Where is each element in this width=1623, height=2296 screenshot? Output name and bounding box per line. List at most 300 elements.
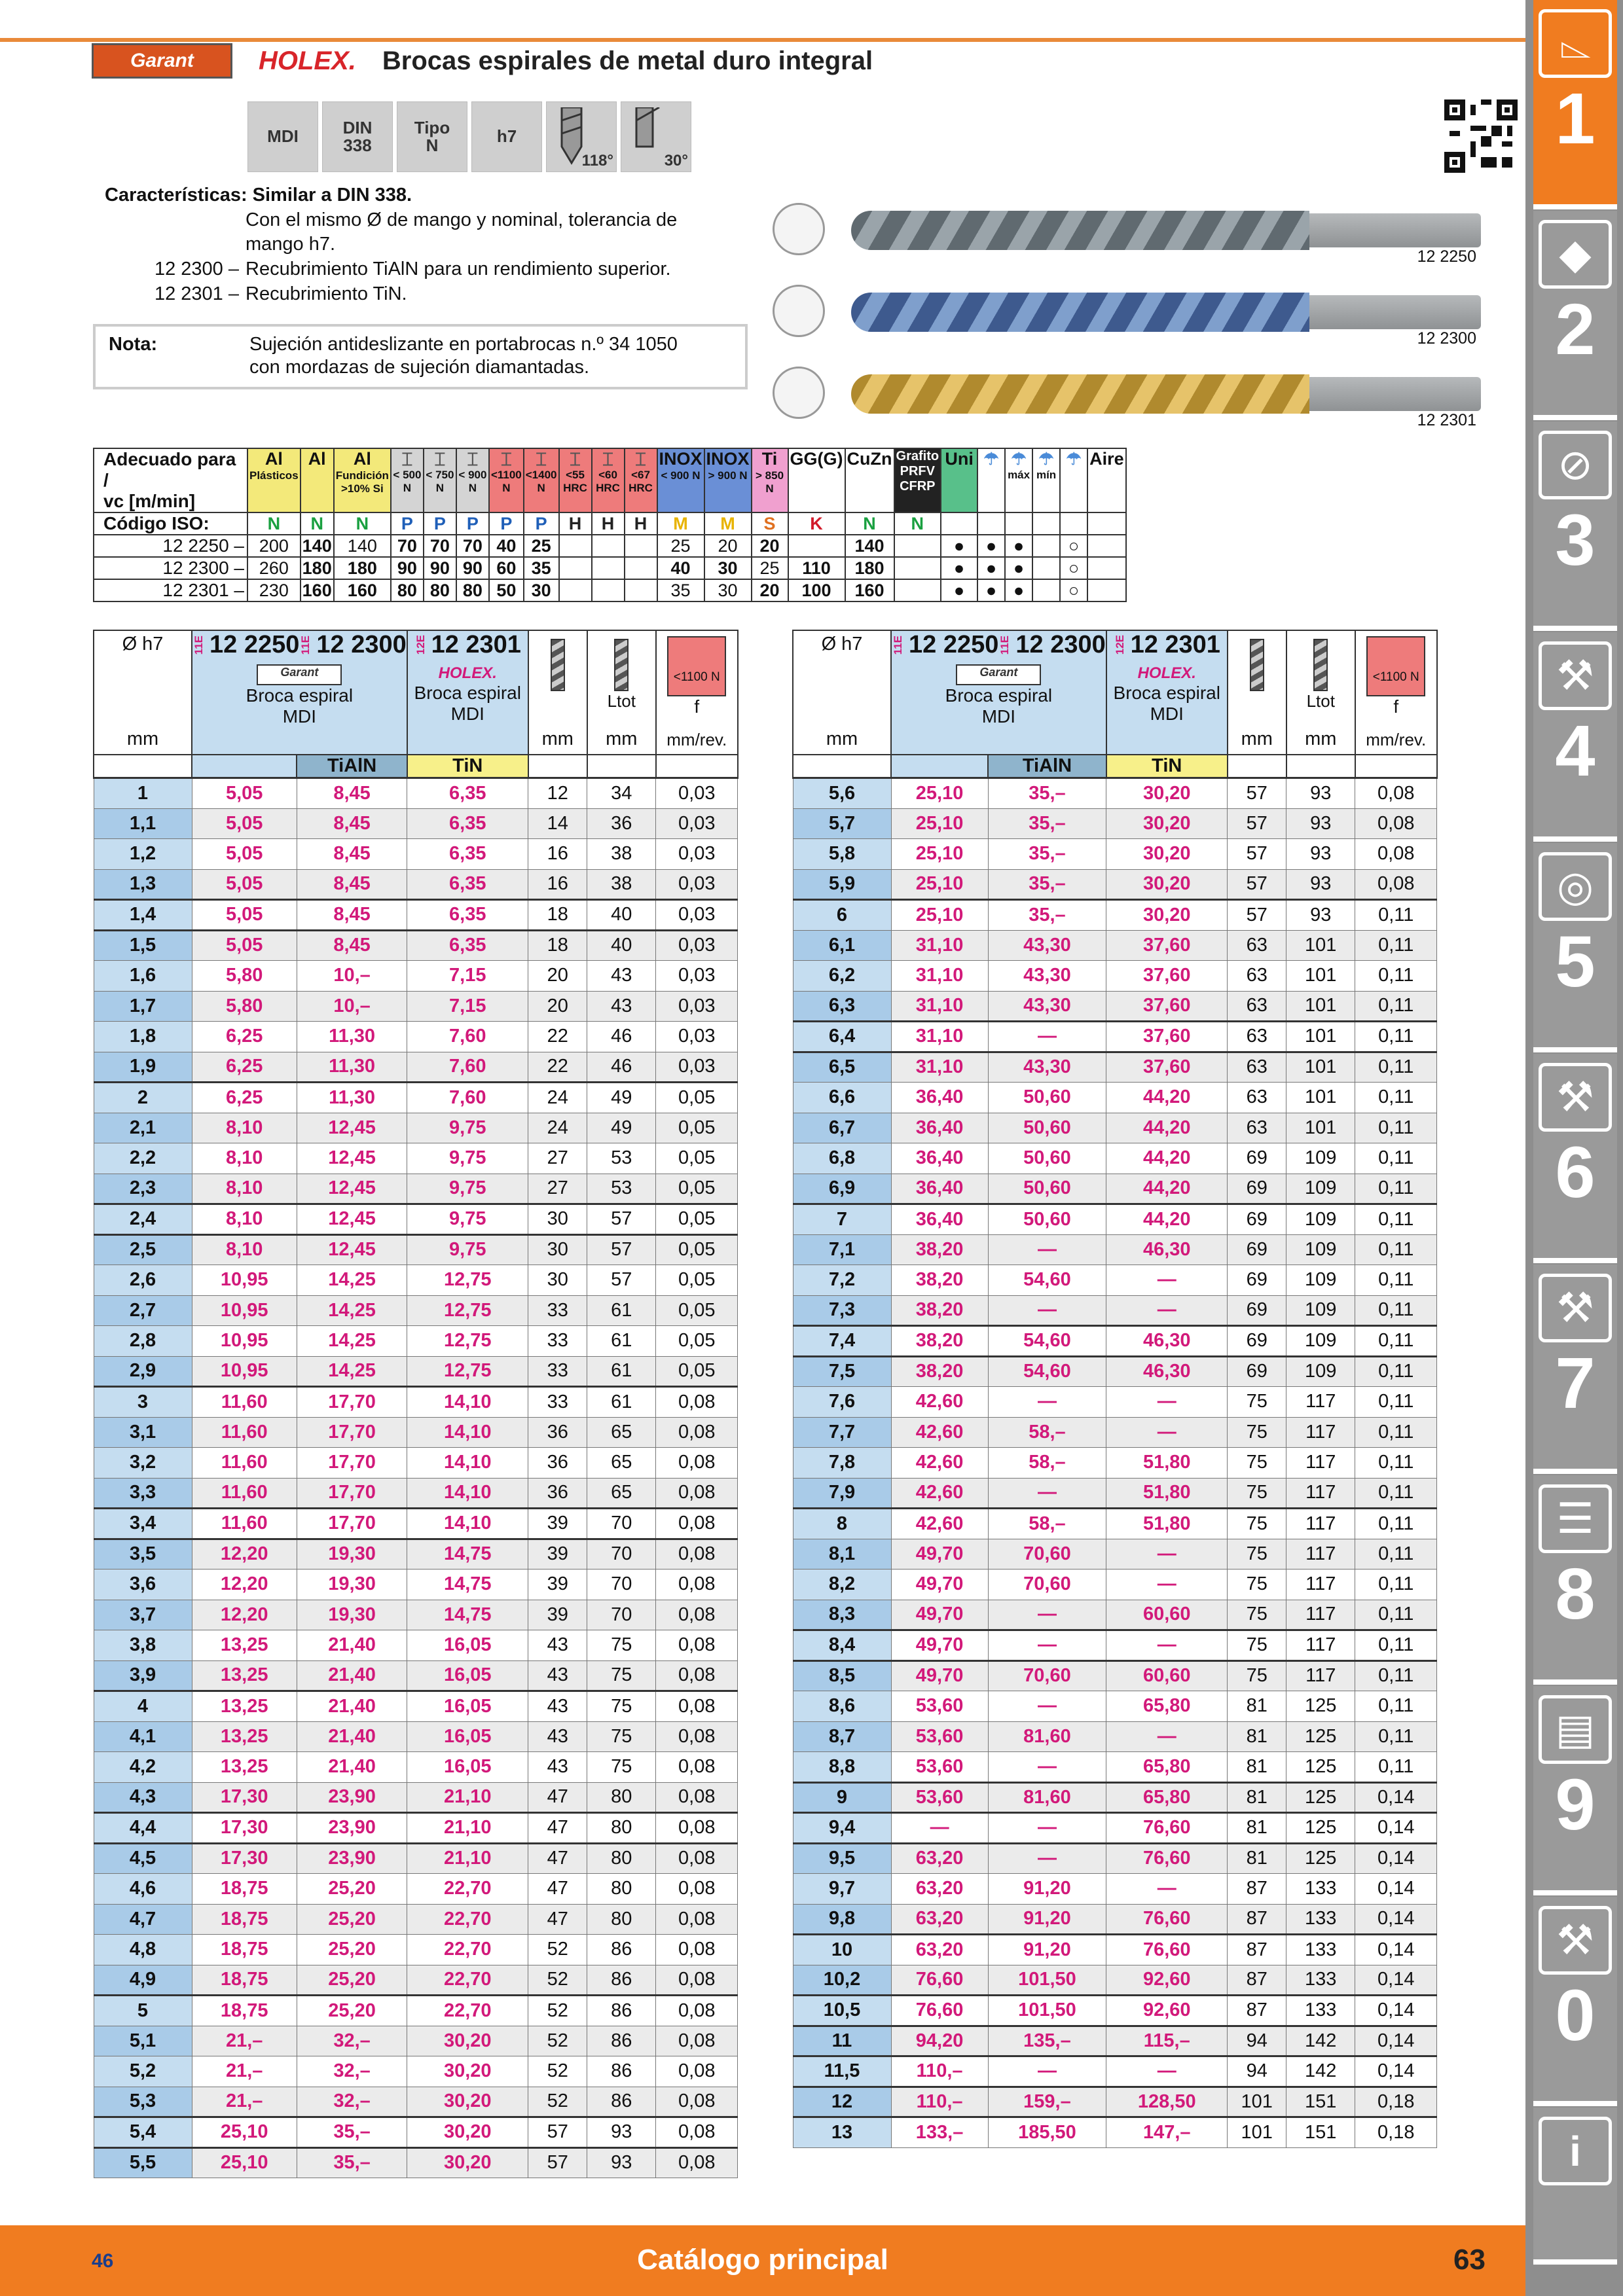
table-row [793,1326,1437,1357]
price-tialn-cell: 159,– [988,2087,1106,2117]
price-garant-cell: 17,30 [192,1813,297,1844]
coolant-icon: ☂ [1066,449,1082,469]
cutting-speed-value: 140 [334,535,391,557]
cutting-speed-value [1087,557,1126,579]
price-garant-cell: 36,40 [891,1204,988,1235]
price-garant-cell: 13,25 [192,1691,297,1722]
total-length-cell: 151 [1286,2087,1355,2117]
diameter-header [793,630,891,755]
price-tialn-cell: 43,30 [988,1052,1106,1083]
feed-rate-cell: 0,03 [656,1052,738,1083]
diameter-cell: 3 [94,1387,192,1418]
price-tialn-cell: 70,60 [988,1660,1106,1691]
total-length-cell: 125 [1286,1752,1355,1783]
diameter-cell: 9,7 [793,1874,891,1905]
header-spacer [94,755,192,778]
material-name: Al [308,449,326,469]
header-spacer [528,755,587,778]
diameter-cell: 3,9 [94,1660,192,1691]
article-codes [192,631,407,659]
feed-rate-cell: 0,11 [1355,1600,1437,1630]
flute-length-cell: 57 [1228,778,1286,809]
price-tialn-cell: 25,20 [297,1965,407,1996]
flute-length-cell: 39 [528,1539,587,1570]
table-row [94,1083,738,1113]
price-garant-cell: 12,20 [192,1600,297,1630]
size-tag: 11E [998,635,1012,655]
flute-length-cell: 12 [528,778,587,809]
price-tialn-cell: 23,90 [297,1843,407,1874]
flute-length-cell: 63 [1228,961,1286,992]
chapter-tab-i[interactable] [1533,2108,1617,2265]
product-type: MDI [981,706,1016,726]
feed-rate-cell: 0,05 [656,1356,738,1387]
price-tialn-cell: 11,30 [297,1052,407,1083]
suitability-label-line: vc [m/min] [103,491,196,511]
table-row [793,1417,1437,1448]
diameter-cell: 5,5 [94,2147,192,2178]
feed-rate-cell: 0,18 [1355,2087,1437,2117]
price-tialn-cell: 10,– [297,961,407,992]
cutting-speed-value: 80 [391,579,424,601]
total-length-cell: 65 [587,1448,656,1479]
chapter-icon: ☰ [1539,1484,1612,1553]
article-number: 12 2250 [909,631,999,658]
header-spacer [891,755,988,778]
total-length-cell: 80 [587,1782,656,1813]
price-tialn-cell: 32,– [297,2026,407,2056]
chapter-tab-0[interactable] [1533,1897,1617,2106]
feed-rate-cell: 0,11 [1355,1083,1437,1113]
price-tialn-cell: — [988,1295,1106,1326]
unit-label: mm [606,728,638,749]
diameter-cell: 3,5 [94,1539,192,1570]
table-row [793,1570,1437,1600]
price-tin-cell: 22,70 [407,1996,528,2026]
iso-code: N [894,512,941,535]
table-row [94,1234,738,1265]
table-row [94,1904,738,1935]
chapter-number: 5 [1555,922,1596,1002]
diameter-cell: 2,5 [94,1234,192,1265]
unit-label: mm/rev. [666,730,727,749]
price-tin-cell: 22,70 [407,1965,528,1996]
flute-length-cell: 30 [528,1204,587,1235]
feed-rate-cell: 0,03 [656,930,738,961]
iso-code [1005,512,1032,535]
total-length-cell: 125 [1286,1843,1355,1874]
feed-rate-cell: 0,11 [1355,991,1437,1022]
table-row [793,1843,1437,1874]
diameter-label: Ø h7 [122,634,164,655]
price-tialn-cell: 14,25 [297,1265,407,1296]
total-length-cell: 101 [1286,1052,1355,1083]
total-length-cell: 43 [587,961,656,992]
table-row [793,1234,1437,1265]
price-tialn-cell: — [988,1600,1106,1630]
total-length-cell: 125 [1286,1721,1355,1752]
total-length-cell: 34 [587,778,656,809]
diameter-cell: 4 [94,1691,192,1722]
qr-code-icon[interactable] [1444,99,1518,173]
flute-length-cell: 33 [528,1356,587,1387]
price-garant-cell: 8,10 [192,1113,297,1143]
steel-beam-icon: ⌶ [635,449,646,469]
table-row [94,1204,738,1235]
feed-rate-cell: 0,03 [656,839,738,870]
material-name: Al [264,449,283,469]
price-tin-cell: 44,20 [1106,1143,1228,1174]
price-tialn-cell: — [988,1691,1106,1722]
cutting-speed-value: 60 [489,557,524,579]
cutting-speed-value: 230 [247,579,301,601]
price-tin-cell: 128,50 [1106,2087,1228,2117]
price-tin-cell: 7,60 [407,1083,528,1113]
cutting-speed-value: 80 [456,579,489,601]
feed-rate-cell: 0,05 [656,1326,738,1357]
price-tialn-cell: 101,50 [988,1965,1106,1996]
iso-code [1087,512,1126,535]
diameter-cell: 3,3 [94,1478,192,1509]
strength-badge: <1100 N [1366,636,1425,696]
iso-code: P [424,512,456,535]
total-length-cell: 125 [1286,1782,1355,1813]
chapter-icon: ⊘ [1539,431,1612,499]
diameter-cell: 2,9 [94,1356,192,1387]
price-tin-cell: 30,20 [407,2056,528,2087]
product-name: Broca espiral [1113,683,1220,703]
price-tialn-cell: — [988,1022,1106,1052]
feed-rate-cell: 0,05 [656,1295,738,1326]
flute-length-cell: 43 [528,1691,587,1722]
header-spacer [793,755,891,778]
table-row [793,2117,1437,2148]
chapter-tab-7[interactable] [1533,1265,1617,1474]
flute-length-cell: 63 [1228,991,1286,1022]
feed-rate-cell: 0,11 [1355,1234,1437,1265]
diameter-cell: 8,8 [793,1752,891,1783]
diameter-cell: 8,2 [793,1570,891,1600]
price-tialn-cell: 32,– [297,2056,407,2087]
feed-rate-cell: 0,11 [1355,930,1437,961]
table-row [793,2056,1437,2087]
table-row [94,1935,738,1965]
price-tialn-cell: 70,60 [988,1570,1106,1600]
total-length-cell: 61 [587,1295,656,1326]
diameter-cell: 8,4 [793,1630,891,1661]
material-header [704,448,752,512]
feed-rate-cell: 0,11 [1355,1204,1437,1235]
chapter-tab-9[interactable] [1533,1686,1617,1895]
diameter-cell: 4,5 [94,1843,192,1874]
cutting-speed-value: 40 [657,557,704,579]
flute-length-cell: 52 [528,2087,587,2117]
feed-rate-cell: 0,08 [656,1660,738,1691]
price-tin-cell: 65,80 [1106,1752,1228,1783]
price-garant-cell: 6,25 [192,1052,297,1083]
price-tialn-cell: — [988,1752,1106,1783]
total-length-cell: 93 [587,2117,656,2148]
note-line: con mordazas de sujeción diamantadas. [249,356,590,378]
chapter-tab-2[interactable] [1533,211,1617,420]
diameter-cell: 4,9 [94,1965,192,1996]
diameter-cell: 7,2 [793,1265,891,1296]
iso-code: H [559,512,592,535]
flute-length-cell: 75 [1228,1387,1286,1418]
article-number: 12 2250 [210,631,300,658]
table-row [94,1843,738,1874]
feed-rate-cell: 0,08 [656,1904,738,1935]
cutting-speed-value [559,535,592,557]
cutting-speed-value: ● [1005,579,1032,601]
material-header [489,448,524,512]
price-tin-cell: 37,60 [1106,1022,1228,1052]
diameter-cell: 5,6 [793,778,891,809]
table-row [793,2087,1437,2117]
flute-length-cell: 43 [528,1660,587,1691]
feed-rate-cell: 0,08 [656,1509,738,1539]
chapter-tab-3[interactable] [1533,422,1617,631]
price-garant-cell: 8,10 [192,1174,297,1204]
table-row [793,839,1437,870]
price-garant-cell: 42,60 [891,1417,988,1448]
flute-length-cell: 57 [1228,808,1286,839]
price-tin-cell: — [1106,1874,1228,1905]
steel-beam-icon: ⌶ [570,449,581,469]
cross-section-icon [773,285,825,337]
chapter-tab-5[interactable] [1533,843,1617,1052]
price-tin-cell: 21,10 [407,1813,528,1844]
price-garant-cell: 31,10 [891,991,988,1022]
steel-beam-icon: ⌶ [602,449,613,469]
cutting-speed-value: 160 [845,579,894,601]
steel-beam-icon: ⌶ [467,449,479,469]
price-tialn-cell: 12,45 [297,1234,407,1265]
chapter-tab-1[interactable] [1533,0,1617,209]
feed-rate-cell: 0,05 [656,1174,738,1204]
price-tin-cell: — [1106,1265,1228,1296]
chapter-number: 3 [1555,500,1596,581]
total-length-cell: 101 [1286,1113,1355,1143]
feed-rate-cell: 0,03 [656,869,738,900]
diameter-cell: 6,5 [793,1052,891,1083]
feed-rate-cell: 0,08 [656,1874,738,1905]
feed-rate-cell: 0,11 [1355,1630,1437,1661]
price-tin-cell: 60,60 [1106,1660,1228,1691]
flute-length-cell: 47 [528,1782,587,1813]
total-length-cell: 65 [587,1417,656,1448]
price-tialn-cell: 21,40 [297,1721,407,1752]
material-header [977,448,1005,512]
price-tin-cell: 46,30 [1106,1356,1228,1387]
total-length-cell: 133 [1286,1935,1355,1965]
price-tin-cell: 51,80 [1106,1509,1228,1539]
price-garant-cell: 12,20 [192,1539,297,1570]
table-row [793,1630,1437,1661]
chapter-number: 0 [1555,1975,1596,2056]
flute-length-cell: 75 [1228,1539,1286,1570]
price-tin-cell: 6,35 [407,930,528,961]
iso-code: S [752,512,788,535]
diameter-cell: 6,2 [793,961,891,992]
price-garant-cell: 13,25 [192,1630,297,1661]
diameter-cell: 6,6 [793,1083,891,1113]
cutting-speed-value [1032,535,1060,557]
chapter-icon: ▤ [1539,1695,1612,1764]
price-tin-cell: 14,10 [407,1448,528,1479]
article-codes [892,631,1106,659]
price-tin-cell: 6,35 [407,900,528,931]
price-garant-cell: 11,60 [192,1448,297,1479]
feed-rate-cell: 0,11 [1355,1174,1437,1204]
diameter-cell: 4,2 [94,1752,192,1783]
chapter-number: 2 [1555,289,1596,370]
price-tin-cell: 12,75 [407,1295,528,1326]
price-garant-cell: 21,– [192,2087,297,2117]
price-tin-cell: 9,75 [407,1113,528,1143]
price-tin-cell: 12,75 [407,1326,528,1357]
chapter-icon: ⚒ [1539,1906,1612,1975]
price-garant-cell: 5,05 [192,839,297,870]
garant-logo: Garant [956,664,1041,685]
diameter-cell: 7,7 [793,1417,891,1448]
price-tin-cell: 16,05 [407,1630,528,1661]
diameter-cell: 5 [94,1996,192,2026]
table-row [94,1965,738,1996]
price-garant-cell: 49,70 [891,1600,988,1630]
price-tin-cell: 7,15 [407,991,528,1022]
diameter-cell: 7,8 [793,1448,891,1479]
unit-label: mm [541,728,574,749]
table-row [94,1265,738,1296]
price-tialn-cell: 91,20 [988,1904,1106,1935]
feed-rate-cell: 0,11 [1355,1752,1437,1783]
feed-rate-cell: 0,05 [656,1265,738,1296]
material-header [788,448,845,512]
diameter-cell: 8,3 [793,1600,891,1630]
price-tialn-cell: 12,45 [297,1174,407,1204]
cutting-speed-value: 160 [334,579,391,601]
diameter-cell: 7,1 [793,1234,891,1265]
chapter-tab-8[interactable] [1533,1475,1617,1685]
flute-length-cell: 22 [528,1022,587,1052]
price-garant-cell: 49,70 [891,1660,988,1691]
diameter-cell: 5,2 [94,2056,192,2087]
price-garant-cell: 31,10 [891,1022,988,1052]
material-header [559,448,592,512]
total-length-cell: 93 [587,2147,656,2178]
total-length-label: Ltot [607,691,636,711]
material-header [894,448,941,512]
price-tialn-cell: — [988,1630,1106,1661]
price-garant-cell: 6,25 [192,1083,297,1113]
price-garant-cell: — [891,1813,988,1844]
coating-tin: TiN [1106,755,1228,778]
diameter-cell: 9 [793,1782,891,1813]
cutting-speed-value [592,579,625,601]
cutting-speed-value: 70 [391,535,424,557]
total-length-cell: 109 [1286,1265,1355,1296]
diameter-cell: 1,9 [94,1052,192,1083]
price-garant-cell: 36,40 [891,1113,988,1143]
table-row [94,1721,738,1752]
material-subtitle: <60 HRC [596,469,620,494]
price-tin-cell: — [1106,1539,1228,1570]
price-tin-cell: 37,60 [1106,930,1228,961]
suitability-label [94,448,247,512]
material-header [334,448,391,512]
material-subtitle: < 900 N [458,469,487,494]
chapter-tab-4[interactable] [1533,632,1617,842]
coating-tialn: TiAlN [297,755,407,778]
price-tialn-cell: 25,20 [297,1904,407,1935]
features-line: mango h7. [246,234,336,255]
table-row [793,778,1437,809]
price-garant-cell: 17,30 [192,1782,297,1813]
price-garant-cell: 10,95 [192,1265,297,1296]
price-tin-cell: 6,35 [407,839,528,870]
table-row [793,1083,1437,1113]
price-tin-cell: 92,60 [1106,1996,1228,2026]
price-tialn-cell: 91,20 [988,1874,1106,1905]
flute-length-cell: 36 [528,1448,587,1479]
table-row [94,1387,738,1418]
flute-length-cell: 69 [1228,1356,1286,1387]
feed-rate-cell: 0,14 [1355,1904,1437,1935]
iso-code [1060,512,1087,535]
chapter-number: 6 [1555,1132,1596,1213]
total-length-cell: 142 [1286,2056,1355,2087]
price-garant-cell: 53,60 [891,1691,988,1722]
steel-beam-icon: ⌶ [536,449,547,469]
iso-code: N [334,512,391,535]
table-row [793,1660,1437,1691]
article-code [299,631,406,659]
price-tialn-cell: 14,25 [297,1356,407,1387]
price-tialn-cell: 43,30 [988,991,1106,1022]
diameter-cell: 6 [793,900,891,931]
flute-length-cell: 14 [528,808,587,839]
flute-length-cell: 75 [1228,1660,1286,1691]
point-angle-icon: 118° [546,101,617,172]
cutting-speed-value: 140 [845,535,894,557]
diameter-cell: 4,4 [94,1813,192,1844]
feed-rate-cell: 0,14 [1355,1874,1437,1905]
flute-length-cell: 24 [528,1083,587,1113]
feed-rate-cell: 0,11 [1355,1326,1437,1357]
pictogram-tolerance: h7 [471,101,542,172]
diameter-cell: 2,6 [94,1265,192,1296]
cutting-speed-value [559,579,592,601]
feed-rate-cell: 0,08 [656,1965,738,1996]
page-header [92,41,1480,81]
chapter-tab-6[interactable] [1533,1054,1617,1263]
price-tin-cell: — [1106,1570,1228,1600]
feed-rate-cell: 0,08 [656,1630,738,1661]
table-row [94,1448,738,1479]
price-tialn-cell: 35,– [988,808,1106,839]
price-tialn-cell: — [988,1234,1106,1265]
steel-beam-icon: ⌶ [500,449,512,469]
price-garant-cell: 63,20 [891,1874,988,1905]
diameter-cell: 6,8 [793,1143,891,1174]
feed-rate-cell: 0,14 [1355,1996,1437,2026]
diameter-cell: 2,7 [94,1295,192,1326]
table-row [94,1813,738,1844]
diameter-cell: 8,5 [793,1660,891,1691]
price-garant-cell: 5,05 [192,900,297,931]
cutting-speed-value: ● [1005,535,1032,557]
